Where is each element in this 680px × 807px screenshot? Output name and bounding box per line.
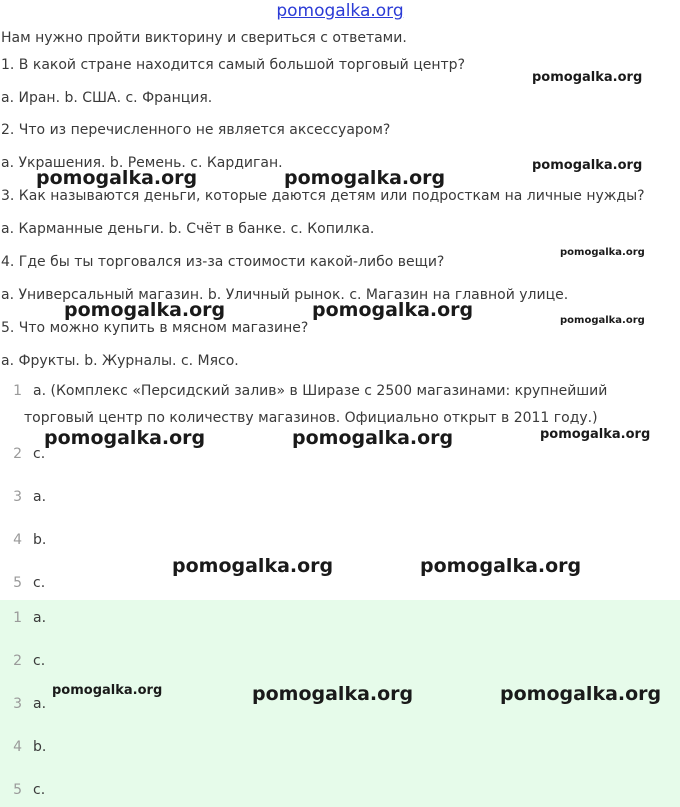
question-4: 4. Где бы ты торговался из-за стоимости какой-либо вещи? [1, 254, 445, 270]
answer-number: 4 [13, 532, 22, 548]
watermark: pomogalka.org [172, 555, 334, 577]
answer-value: a. [33, 696, 47, 712]
watermark: pomogalka.org [540, 427, 651, 442]
answer-number: 5 [13, 575, 22, 591]
question-3: 3. Как называются деньги, которые даются детям или подросткам на личные нужды? [1, 188, 645, 204]
question-5: 5. Что можно купить в мясном магазине? [1, 320, 309, 336]
watermark: pomogalka.org [532, 70, 643, 85]
site-link[interactable]: pomogalka.org [276, 1, 404, 21]
watermark: pomogalka.org [44, 427, 206, 449]
answer-value: c. [33, 446, 46, 462]
answer-value: b. [33, 532, 47, 548]
watermark: pomogalka.org [284, 167, 446, 189]
answer-number: 4 [13, 739, 22, 755]
answer-number: 1 [13, 610, 22, 626]
watermark: pomogalka.org [312, 299, 474, 321]
answer-value: a. (Комплекс «Персидский залив» в Ширазе с 2500 магазинами: крупнейший [33, 383, 608, 399]
answer-number: 5 [13, 782, 22, 798]
answer-number: 3 [13, 489, 22, 505]
watermark: pomogalka.org [252, 683, 414, 705]
watermark: pomogalka.org [36, 167, 198, 189]
watermark: pomogalka.org [52, 683, 163, 698]
answer-number: 2 [13, 446, 22, 462]
watermark: pomogalka.org [532, 158, 643, 173]
answer-value: a. [33, 489, 47, 505]
question-4-options: a. Универсальный магазин. b. Уличный рынок. c. Магазин на главной улице. [1, 287, 569, 303]
answer-value: c. [33, 653, 46, 669]
question-2: 2. Что из перечисленного не является аксессуаром? [1, 122, 391, 138]
watermark: pomogalka.org [500, 683, 662, 705]
watermark: pomogalka.org [560, 247, 645, 258]
answer-value-continued: торговый центр по количеству магазинов. Официально открыт в 2011 году.) [24, 410, 598, 426]
watermark: pomogalka.org [420, 555, 582, 577]
answer-number: 3 [13, 696, 22, 712]
question-2-options: a. Украшения. b. Ремень. c. Кардиган. [1, 155, 283, 171]
question-1-options: a. Иран. b. США. c. Франция. [1, 90, 213, 106]
question-5-options: a. Фрукты. b. Журналы. c. Мясо. [1, 353, 239, 369]
answer-number: 2 [13, 653, 22, 669]
answer-number: 1 [13, 383, 22, 399]
watermark: pomogalka.org [292, 427, 454, 449]
watermark: pomogalka.org [560, 315, 645, 326]
answer-value: a. [33, 610, 47, 626]
intro-text: Нам нужно пройти викторину и свериться с ответами. [1, 30, 407, 46]
answer-value: c. [33, 575, 46, 591]
watermark: pomogalka.org [64, 299, 226, 321]
answer-value: b. [33, 739, 47, 755]
question-1: 1. В какой стране находится самый большой торговый центр? [1, 57, 466, 73]
question-3-options: a. Карманные деньги. b. Счёт в банке. c. Копилка. [1, 221, 375, 237]
answer-value: c. [33, 782, 46, 798]
